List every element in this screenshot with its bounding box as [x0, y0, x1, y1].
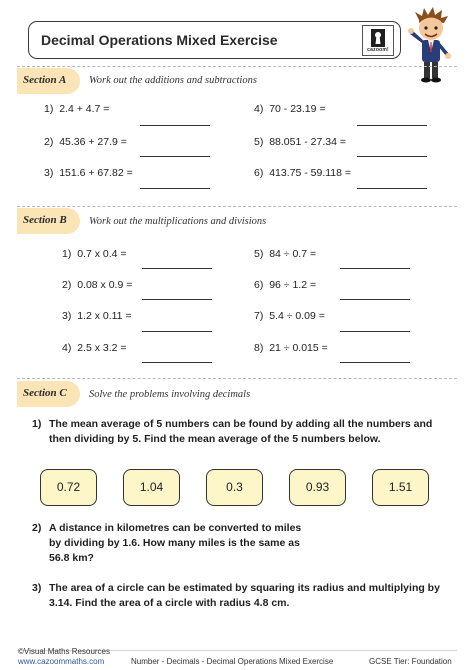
number-box: 0.3 [206, 469, 263, 506]
question-a2: 2) 45.36 + 27.9 = [44, 136, 127, 148]
worksheet-title: Decimal Operations Mixed Exercise [41, 32, 278, 48]
answer-line-a4[interactable] [357, 125, 427, 126]
answer-line-a3[interactable] [140, 188, 210, 189]
question-b6: 6) 96 ÷ 1.2 = [254, 279, 317, 291]
keyhole-icon [371, 29, 385, 47]
answer-line-b4[interactable] [142, 362, 212, 363]
number-box: 1.51 [372, 469, 429, 506]
section-b-label: Section B [23, 214, 67, 226]
section-b-tab [17, 208, 80, 234]
problem-c2: 2) A distance in kilometres can be converted to miles by dividing by 1.6. How many miles is the same as 56.8 km? [32, 522, 302, 564]
section-divider [17, 66, 457, 67]
answer-line-a6[interactable] [357, 188, 427, 189]
answer-line-b7[interactable] [340, 331, 410, 332]
question-a6: 6) 413.75 - 59.118 = [254, 167, 352, 179]
footer-copyright: ©Visual Maths Resources [18, 647, 111, 656]
question-b8: 8) 21 ÷ 0.015 = [254, 342, 328, 354]
answer-line-a2[interactable] [140, 156, 210, 157]
section-a-instruction: Work out the additions and subtractions [89, 75, 257, 86]
number-box: 1.04 [123, 469, 180, 506]
question-b2: 2) 0.08 x 0.9 = [62, 279, 133, 291]
cartoon-boy-mascot [405, 6, 457, 84]
answer-line-b6[interactable] [340, 299, 410, 300]
problem-c3: 3) The area of a circle can be estimated by squaring its radius and multiplying by 3.14. Find the area of a circle with radius 4.8 cm. [32, 582, 440, 609]
question-a3: 3) 151.6 + 67.82 = [44, 167, 133, 179]
answer-line-b3[interactable] [142, 331, 212, 332]
problem-c1: 1) The mean average of 5 numbers can be found by adding all the numbers and then dividing by 5. Find the mean average of the 5 numbers below. [32, 418, 433, 445]
question-b7: 7) 5.4 ÷ 0.09 = [254, 310, 325, 322]
section-c-label: Section C [23, 387, 67, 399]
footer-topic: Number - Decimals - Decimal Operations Mixed Exercise [131, 657, 334, 666]
footer-tier: GCSE Tier: Foundation [369, 657, 452, 666]
section-c-tab [17, 381, 80, 407]
answer-line-b1[interactable] [142, 268, 212, 269]
answer-line-b2[interactable] [142, 299, 212, 300]
question-b4: 4) 2.5 x 3.2 = [62, 342, 127, 354]
section-b-instruction: Work out the multiplications and divisions [89, 216, 267, 227]
section-divider [17, 378, 457, 379]
section-a-label: Section A [23, 74, 67, 86]
question-a1: 1) 2.4 + 4.7 = [44, 103, 110, 115]
question-b1: 1) 0.7 x 0.4 = [62, 248, 127, 260]
answer-line-a5[interactable] [357, 156, 427, 157]
footer-website-link[interactable]: www.cazoommaths.com [18, 657, 105, 666]
answer-line-b8[interactable] [340, 362, 410, 363]
section-divider [17, 206, 457, 207]
section-c-instruction: Solve the problems involving decimals [89, 389, 251, 400]
answer-line-b5[interactable] [340, 268, 410, 269]
logo-text: cazoom! [367, 47, 389, 53]
question-b5: 5) 84 ÷ 0.7 = [254, 248, 317, 260]
question-a4: 4) 70 - 23.19 = [254, 103, 326, 115]
number-box: 0.72 [40, 469, 97, 506]
cazoom-logo [362, 25, 394, 56]
section-a-tab [17, 68, 80, 94]
number-box: 0.93 [289, 469, 346, 506]
question-b3: 3) 1.2 x 0.11 = [62, 310, 132, 322]
title-box [28, 21, 401, 59]
answer-line-a1[interactable] [140, 125, 210, 126]
question-a5: 5) 88.051 - 27.34 = [254, 136, 346, 148]
